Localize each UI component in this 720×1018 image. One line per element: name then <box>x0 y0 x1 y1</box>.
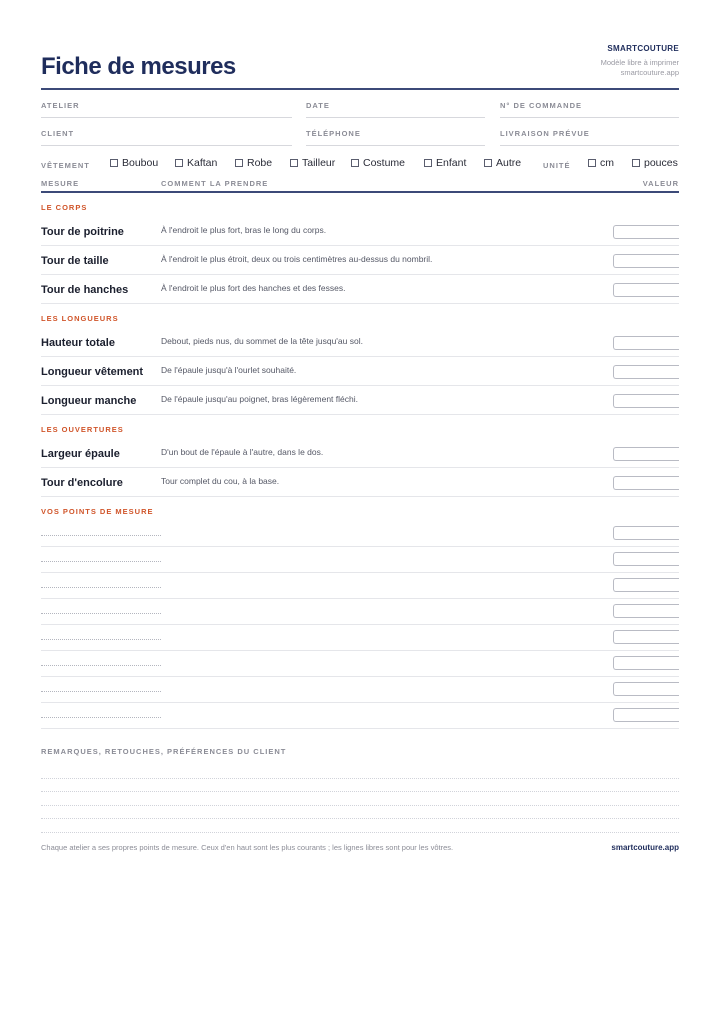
table-row <box>41 468 679 497</box>
option-boubou[interactable]: Boubou <box>110 157 158 169</box>
value-field[interactable] <box>613 552 679 566</box>
brand-name: SMARTCOUTURE <box>607 44 679 53</box>
custom-row <box>41 547 679 573</box>
value-field[interactable] <box>613 225 679 239</box>
value-field[interactable] <box>613 476 679 490</box>
measure-instruction: À l'endroit le plus fort, bras le long du corps. <box>161 225 327 235</box>
option-enfant[interactable]: Enfant <box>424 157 466 169</box>
measure-name: Longueur vêtement <box>41 366 144 378</box>
value-field[interactable] <box>613 254 679 268</box>
value-field[interactable] <box>613 394 679 408</box>
section-title: LES LONGUEURS <box>41 314 119 323</box>
column-measure: MESURE <box>41 179 80 188</box>
measure-instruction: De l'épaule jusqu'à l'ourlet souhaité. <box>161 365 297 375</box>
value-field[interactable] <box>613 526 679 540</box>
value-field[interactable] <box>613 630 679 644</box>
option-robe[interactable]: Robe <box>235 157 272 169</box>
date-field[interactable] <box>306 90 485 118</box>
custom-row <box>41 703 679 729</box>
option-autre[interactable]: Autre <box>484 157 521 169</box>
custom-name-line[interactable] <box>41 587 161 588</box>
custom-name-line[interactable] <box>41 665 161 666</box>
measure-name: Tour de taille <box>41 255 109 267</box>
value-field[interactable] <box>613 656 679 670</box>
measure-name: Largeur épaule <box>41 448 120 460</box>
custom-name-line[interactable] <box>41 535 161 536</box>
measurement-sheet <box>41 40 679 857</box>
table-row <box>41 328 679 357</box>
section-title: VOS POINTS DE MESURE <box>41 507 154 516</box>
custom-name-line[interactable] <box>41 613 161 614</box>
order-number-field[interactable] <box>500 90 679 118</box>
footer-url[interactable]: smartcouture.app <box>611 842 679 852</box>
footer-note: Chaque atelier a ses propres points de mesure. Ceux d'en haut sont les plus courants ; les lignes libres sont pour les vôtres. <box>41 842 454 852</box>
section-openings <box>41 415 679 439</box>
measure-instruction: Tour complet du cou, à la base. <box>161 476 280 486</box>
checkbox-icon[interactable] <box>588 159 596 167</box>
remarks-line[interactable] <box>41 779 679 793</box>
option-tailleur[interactable]: Tailleur <box>290 157 335 169</box>
value-field[interactable] <box>613 447 679 461</box>
order-number-label: N° DE COMMANDE <box>500 101 582 110</box>
client-field[interactable] <box>41 118 292 146</box>
measure-instruction: De l'épaule jusqu'au poignet, bras légèrement fléchi. <box>161 394 358 404</box>
option-kaftan[interactable]: Kaftan <box>175 157 217 169</box>
value-field[interactable] <box>613 578 679 592</box>
measure-name: Tour d'encolure <box>41 477 123 489</box>
table-row <box>41 386 679 415</box>
atelier-field[interactable] <box>41 90 292 118</box>
brand-line-1: Modèle libre à imprimer <box>600 58 679 67</box>
table-row <box>41 357 679 386</box>
date-label: DATE <box>306 101 330 110</box>
custom-name-line[interactable] <box>41 717 161 718</box>
remarks-line[interactable] <box>41 792 679 806</box>
custom-row <box>41 573 679 599</box>
section-custom <box>41 497 679 521</box>
section-body <box>41 193 679 217</box>
custom-name-line[interactable] <box>41 639 161 640</box>
checkbox-icon[interactable] <box>175 159 183 167</box>
value-field[interactable] <box>613 365 679 379</box>
garment-selector <box>41 153 679 178</box>
custom-name-line[interactable] <box>41 691 161 692</box>
table-row <box>41 275 679 304</box>
custom-row <box>41 521 679 547</box>
checkbox-icon[interactable] <box>110 159 118 167</box>
client-label: CLIENT <box>41 129 75 138</box>
unit-pouces[interactable]: pouces <box>632 157 678 169</box>
info-row-1 <box>41 90 679 118</box>
checkbox-icon[interactable] <box>235 159 243 167</box>
section-lengths <box>41 304 679 328</box>
measure-name: Longueur manche <box>41 395 137 407</box>
measure-instruction: À l'endroit le plus étroit, deux ou trois centimètres au-dessus du nombril. <box>161 254 433 264</box>
remarks-line[interactable] <box>41 819 679 833</box>
measure-instruction: Debout, pieds nus, du sommet de la tête jusqu'au sol. <box>161 336 363 346</box>
table-row <box>41 217 679 246</box>
value-field[interactable] <box>613 708 679 722</box>
brand-subtitle <box>601 58 679 78</box>
table-row <box>41 439 679 468</box>
unit-label: UNITÉ <box>543 161 571 170</box>
column-how: COMMENT LA PRENDRE <box>161 179 269 188</box>
custom-row <box>41 677 679 703</box>
section-title: LE CORPS <box>41 203 88 212</box>
custom-row <box>41 625 679 651</box>
brand-line-2: smartcouture.app <box>620 68 679 77</box>
info-row-2 <box>41 118 679 146</box>
value-field[interactable] <box>613 604 679 618</box>
remarks-line[interactable] <box>41 806 679 820</box>
atelier-label: ATELIER <box>41 101 80 110</box>
table-header <box>41 178 679 193</box>
remarks-heading <box>41 741 679 765</box>
measure-name: Hauteur totale <box>41 337 115 349</box>
sheet-footer <box>41 837 679 857</box>
value-field[interactable] <box>613 283 679 297</box>
section-title: LES OUVERTURES <box>41 425 124 434</box>
value-field[interactable] <box>613 682 679 696</box>
telephone-field[interactable] <box>306 118 485 146</box>
telephone-label: TÉLÉPHONE <box>306 129 361 138</box>
delivery-date-field[interactable] <box>500 118 679 146</box>
measure-instruction: D'un bout de l'épaule à l'autre, dans le dos. <box>161 447 324 457</box>
remarks-title: REMARQUES, RETOUCHES, PRÉFÉRENCES DU CLIENT <box>41 747 287 756</box>
garment-label: VÊTEMENT <box>41 161 90 170</box>
custom-row <box>41 651 679 677</box>
checkbox-icon[interactable] <box>351 159 359 167</box>
table-row <box>41 246 679 275</box>
checkbox-icon[interactable] <box>632 159 640 167</box>
option-costume[interactable]: Costume <box>351 157 405 169</box>
measure-instruction: À l'endroit le plus fort des hanches et des fesses. <box>161 283 346 293</box>
measure-name: Tour de hanches <box>41 284 129 296</box>
checkbox-icon[interactable] <box>424 159 432 167</box>
checkbox-icon[interactable] <box>484 159 492 167</box>
custom-name-line[interactable] <box>41 561 161 562</box>
measure-name: Tour de poitrine <box>41 226 124 238</box>
custom-row <box>41 599 679 625</box>
sheet-header <box>41 40 679 90</box>
delivery-date-label: LIVRAISON PRÉVUE <box>500 129 590 138</box>
unit-cm[interactable]: cm <box>588 157 614 169</box>
column-value: VALEUR <box>642 179 679 188</box>
value-field[interactable] <box>613 336 679 350</box>
brand-block <box>601 44 679 78</box>
checkbox-icon[interactable] <box>290 159 298 167</box>
remarks-line[interactable] <box>41 765 679 779</box>
page-title: Fiche de mesures <box>41 53 236 80</box>
remarks-area[interactable] <box>41 765 679 833</box>
